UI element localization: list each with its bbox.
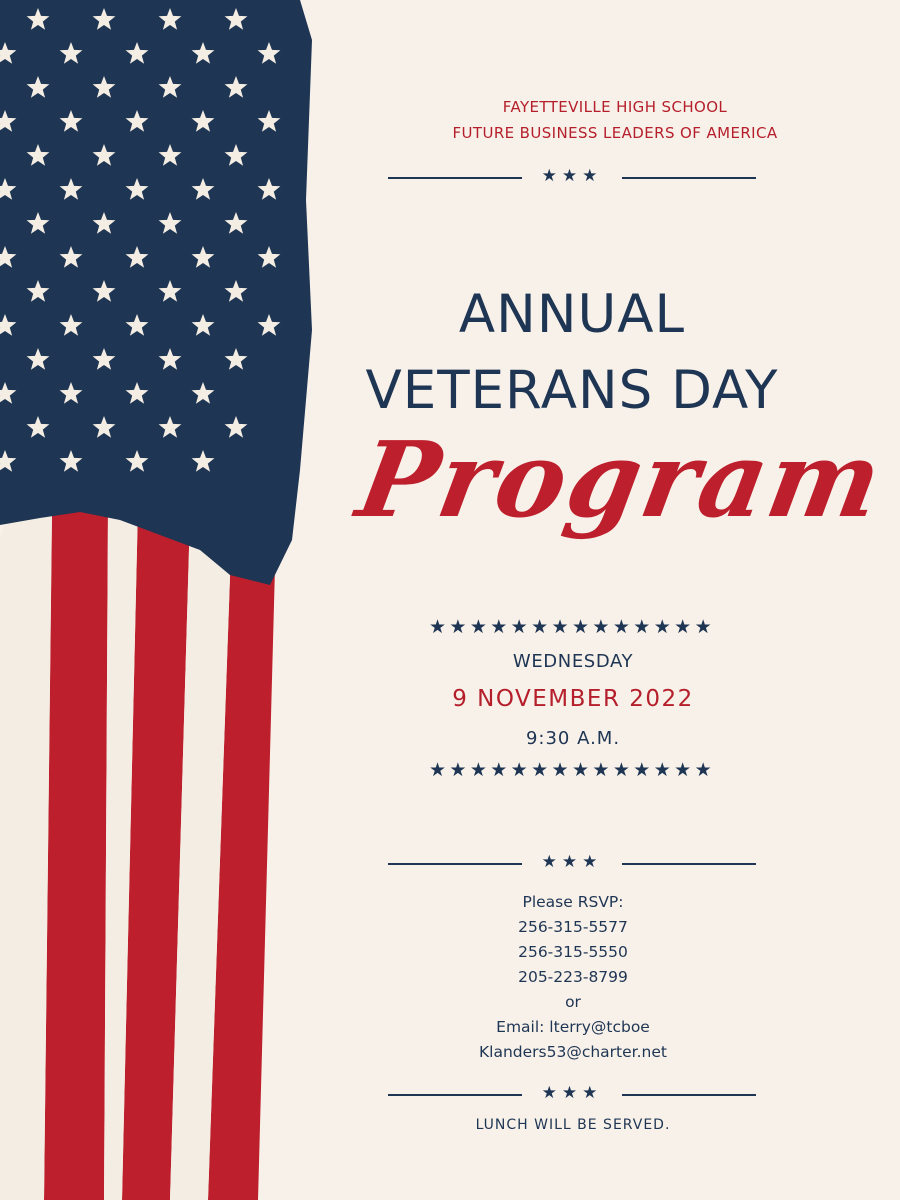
bottom-divider [388,1083,756,1103]
rsvp-or: or [565,993,581,1011]
rsvp-phone-2: 256-315-5550 [518,943,628,961]
title-veterans-day: VETERANS DAY [365,360,779,421]
rsvp-email-1: Email: lterry@tcboe [496,1018,650,1036]
divider-rule-right [622,1094,756,1096]
american-flag-icon [0,0,330,1200]
middle-divider [388,852,756,872]
top-divider [388,166,756,186]
star-row-bottom: ★★★★★★★★★★★★★★ [428,759,716,781]
divider-stars-icon: ★★★ [541,1083,603,1103]
rsvp-block [330,890,816,1065]
rsvp-heading: Please RSVP: [522,893,624,911]
divider-stars-icon: ★★★ [541,166,603,186]
divider-rule-right [622,863,756,865]
divider-rule-left [388,177,522,179]
rsvp-email-2: Klanders53@charter.net [479,1043,667,1061]
rsvp-phone-1: 256-315-5577 [518,918,628,936]
divider-rule-right [622,177,756,179]
organization-name: FUTURE BUSINESS LEADERS OF AMERICA [452,124,778,142]
title-annual: ANNUAL [458,284,686,345]
event-date: 9 NOVEMBER 2022 [452,686,694,712]
star-row-top: ★★★★★★★★★★★★★★ [428,616,716,638]
poster-content [330,0,900,1200]
school-name: FAYETTEVILLE HIGH SCHOOL [502,98,728,116]
lunch-note: LUNCH WILL BE SERVED. [475,1117,671,1133]
divider-stars-icon: ★★★ [541,852,603,872]
event-day: WEDNESDAY [512,651,634,672]
divider-rule-left [388,1094,522,1096]
title-program-script: Program [349,418,893,541]
event-time: 9:30 A.M. [525,728,621,749]
divider-rule-left [388,863,522,865]
rsvp-phone-3: 205-223-8799 [518,968,628,986]
